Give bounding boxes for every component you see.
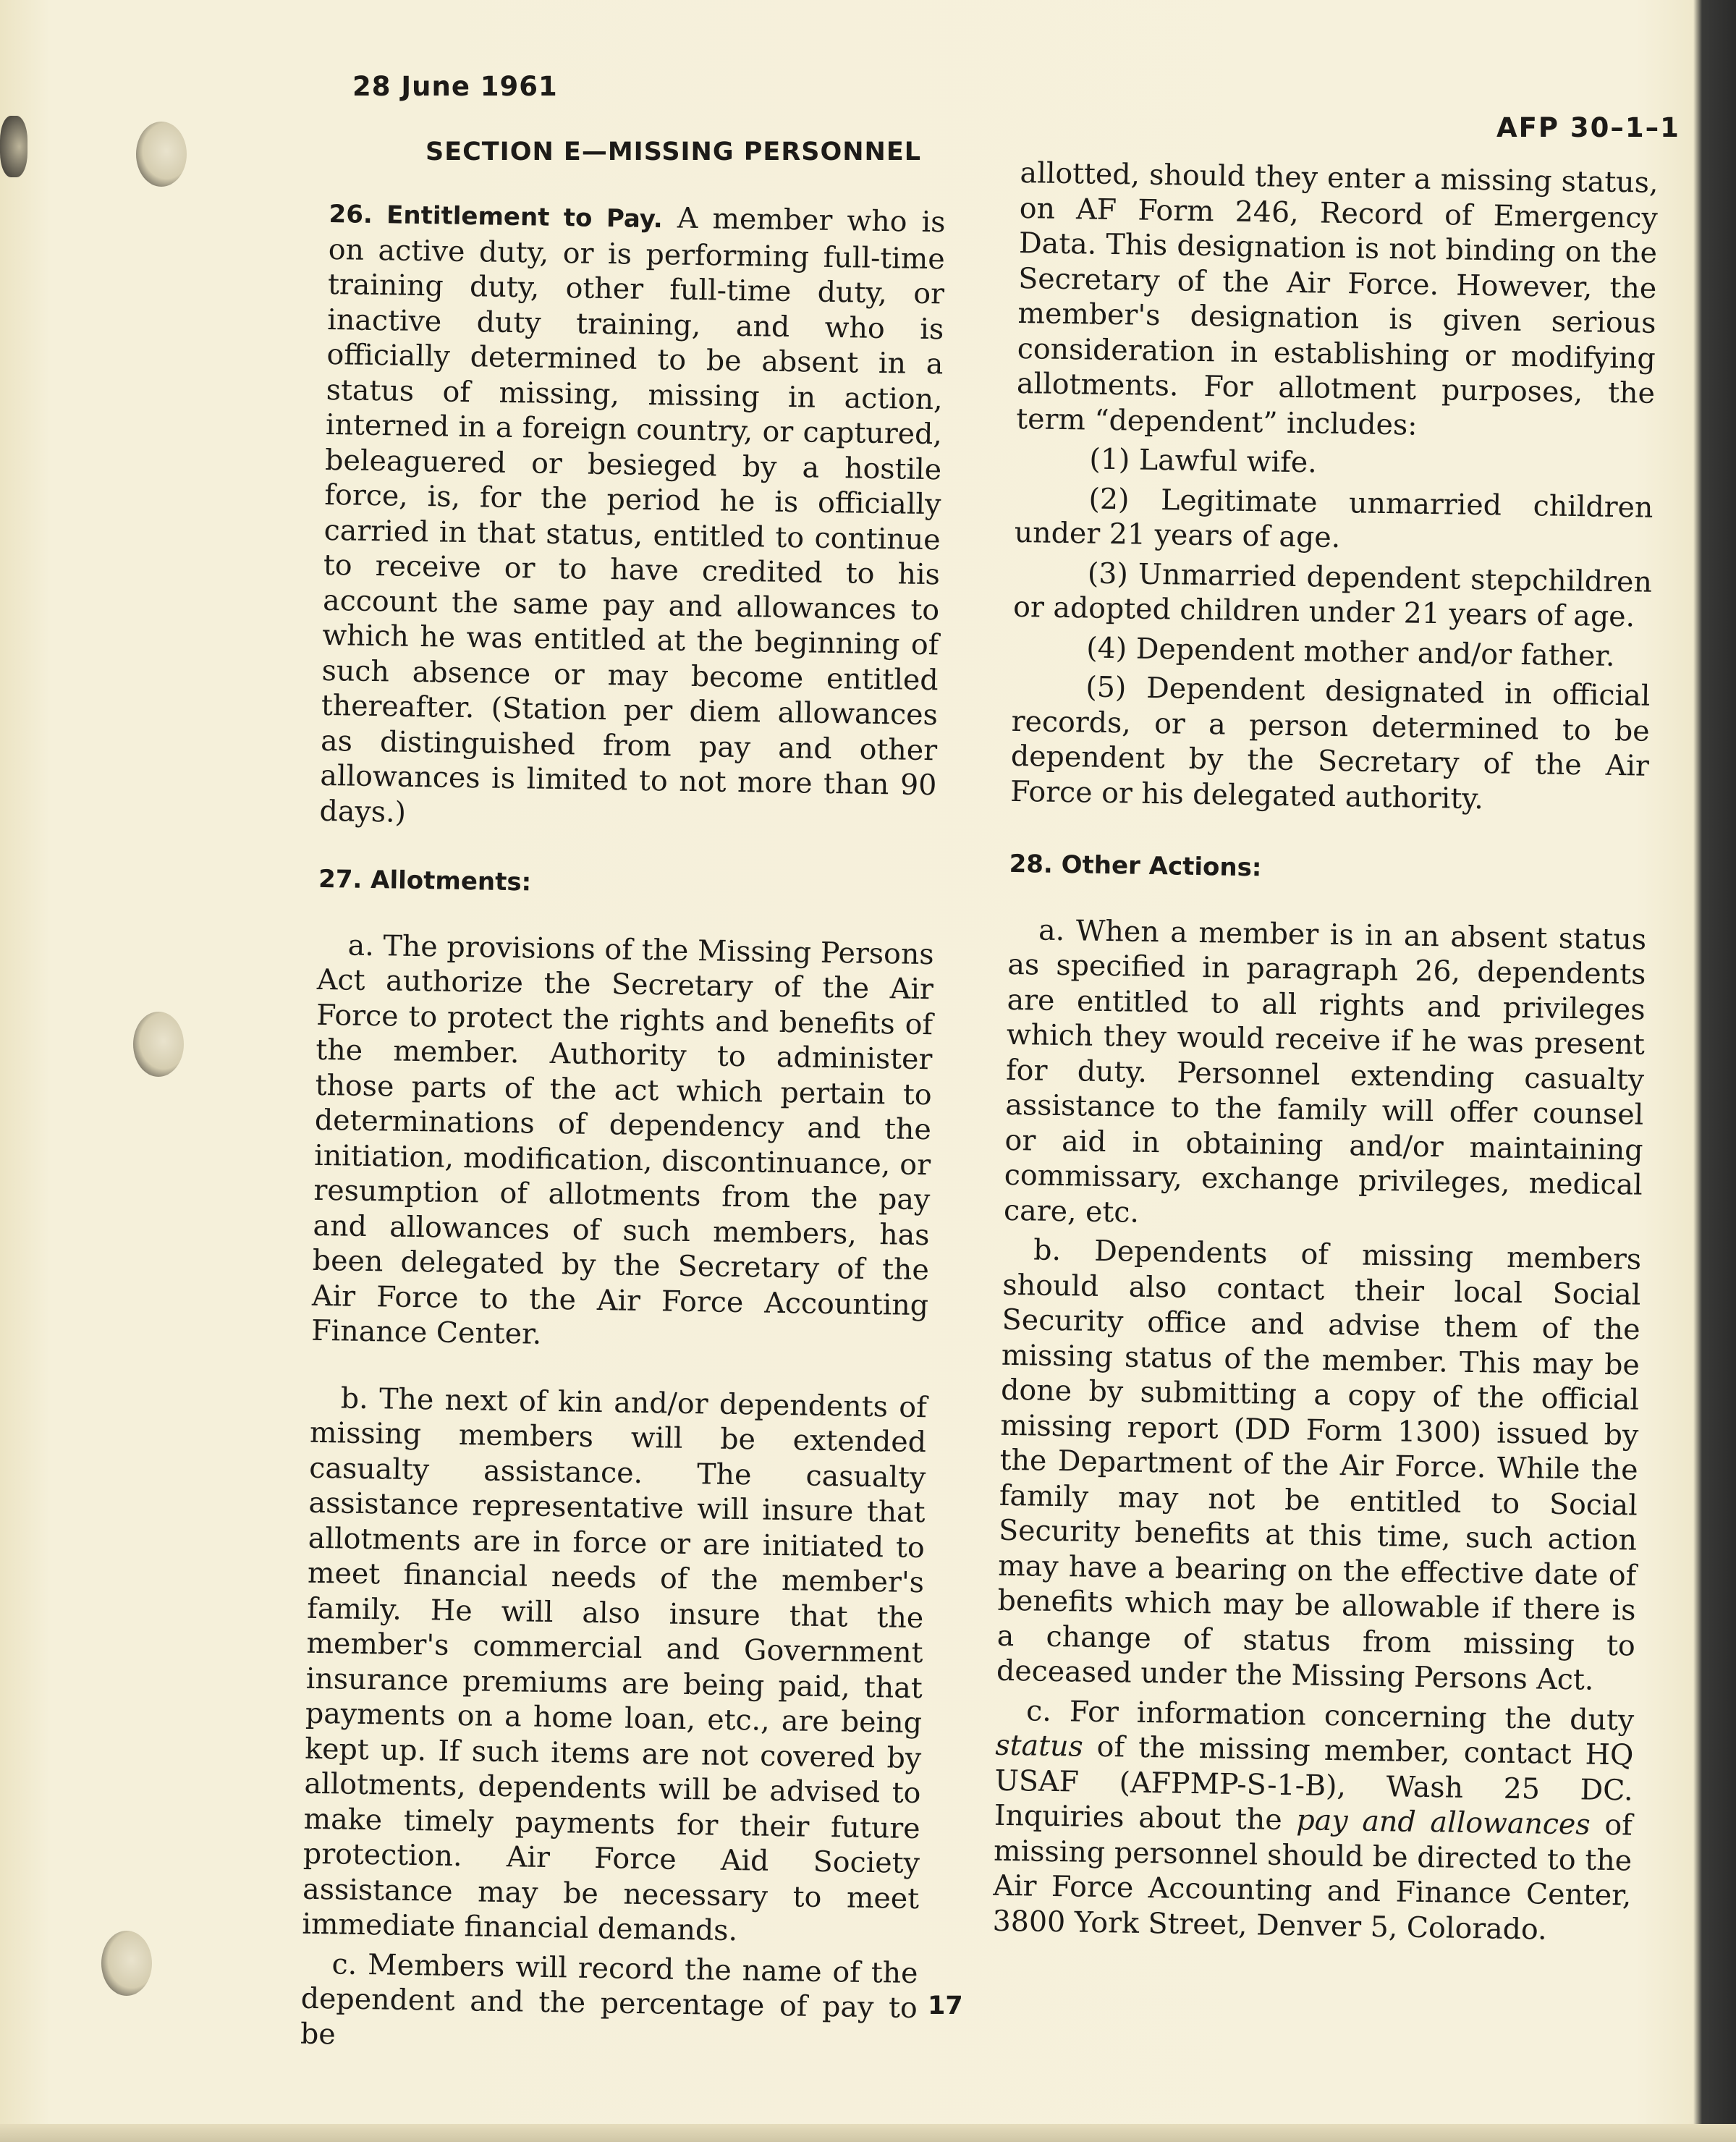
paragraph-27b: b. The next of kin and/or dependents of missing members will be extended casualty assistance. The casualty assistance representative will insure that allotments are in force or are initiated to meet financial needs of the member's family. He will also insure that the member's commercial and Government insurance premiums are being paid, that payments on a home loan, etc., are being kept up. If such items are not covered by allotments, dependents will be advised to make timely payments for their future protection. Air Force Aid Society assistance may be necessary to meet immediate financial demands. <box>302 1381 928 1948</box>
paragraph-28c <box>992 1693 1634 1948</box>
page-number: 17 <box>928 1991 963 2020</box>
dependent-list-item: (3) Unmarried dependent stepchildren or adopted children under 21 years of age. <box>1012 556 1653 634</box>
paragraph-27-heading: 27. Allotments: <box>318 864 532 897</box>
paragraph-28c-part3: of missing personnel should be directed to the Air Force Accounting and Finance Center, 3800 York Street, Denver 5, Colorado. <box>992 1808 1633 1947</box>
paragraph-26 <box>319 195 946 838</box>
paragraph-28-heading: 28. Other Actions: <box>1009 849 1262 883</box>
paragraph-28c-pay: pay and allowances <box>1296 1803 1591 1842</box>
paragraph-26-text: A member who is on active duty, or is performing full-time training duty, other full-time duty, or inactive duty training, and who is officially determined to be absent in a status of missing, missing in action, interned in a foreign country, or captured, beleaguered or besieged by a hostile force, is, for the period he is officially carried in that status, entitled to continue to receive or to have credited to his account the same pay and allowances to which he was entitled at the beginning of such absence or may become entitled thereafter. (Station per diem allowances as distinguished from pay and other allowances is limited to not more than 90 days.) <box>319 201 946 829</box>
paragraph-27c-continued: allotted, should they enter a missing status, on AF Form 246, Record of Emergency Data. This designation is not binding on the Secretary of the Air Force. However, the member's designation is given serious consideration in establishing or modifying allotments. For allotment purposes, the term “dependent” includes: <box>1015 156 1659 442</box>
punch-hole-top <box>136 122 187 187</box>
paragraph-28a: a. When a member is in an absent status as specified in paragraph 26, dependents are entitled to all rights and privileges which they would receive if he was present for duty. Personnel extending casualty assistance to the family will offer counsel or aid in obtaining and/or maintaining commissary, exchange privileges, medical care, etc. <box>1003 913 1647 1229</box>
paragraph-26-heading: 26. Entitlement to Pay. <box>329 199 664 234</box>
binder-ring-edge-top <box>0 116 27 177</box>
publication-number: AFP 30–1–1 <box>1496 112 1680 143</box>
dependent-list-item: (2) Legitimate unmarried children under 21 years of age. <box>1014 482 1654 555</box>
left-column <box>300 195 946 2061</box>
punch-hole-bottom <box>101 1931 152 1996</box>
paragraph-27c-start: c. Members will record the name of the dependent and the percentage of pay to be <box>300 1947 918 2051</box>
paragraph-28c-part2: of the missing member, contact HQ USAF (AFPMP-S-1-B), Wash 25 DC. Inquiries about the <box>994 1730 1634 1837</box>
dependent-list-item: (5) Dependent designated in official records, or a person determined to be dependent by the Secretary of the Air Force or his delegated authority. <box>1009 670 1651 816</box>
dependent-list-item: (1) Lawful wife. <box>1089 442 1318 480</box>
dependent-list-item: (4) Dependent mother and/or father. <box>1085 631 1615 673</box>
paragraph-28c-status: status <box>995 1728 1084 1764</box>
punch-hole-middle <box>133 1012 184 1077</box>
paragraph-28c-part1: c. For information concerning the duty <box>1025 1693 1635 1737</box>
paragraph-27a: a. The provisions of the Missing Persons Act authorize the Secretary of the Air Force to protect the rights and benefits of the member. Authority to administer those parts of the act which pertain to determinations of dependency and the initiation, modification, discontinuance, or resumption of allotments from the pay and allowances of such members, has been delegated by the Secretary of the Air Force to the Air Force Accounting Finance Center. <box>310 928 934 1351</box>
header-date: 28 June 1961 <box>352 71 558 102</box>
page-bottom-edge <box>0 2124 1736 2142</box>
section-title: SECTION E—MISSING PERSONNEL <box>425 137 922 166</box>
paragraph-28b: b. Dependents of missing members should also contact their local Social Security office and advise them of the missing status of the member. This may be done by submitting a copy of the official missing report (DD Form 1300) issued by the Department of the Air Force. While the family may not be entitled to Social Security benefits at this time, such action may have a bearing on the effective date of benefits which may be allowable if there is a change of status from missing to deceased under the Missing Persons Act. <box>996 1233 1642 1697</box>
right-column <box>992 156 1659 1949</box>
